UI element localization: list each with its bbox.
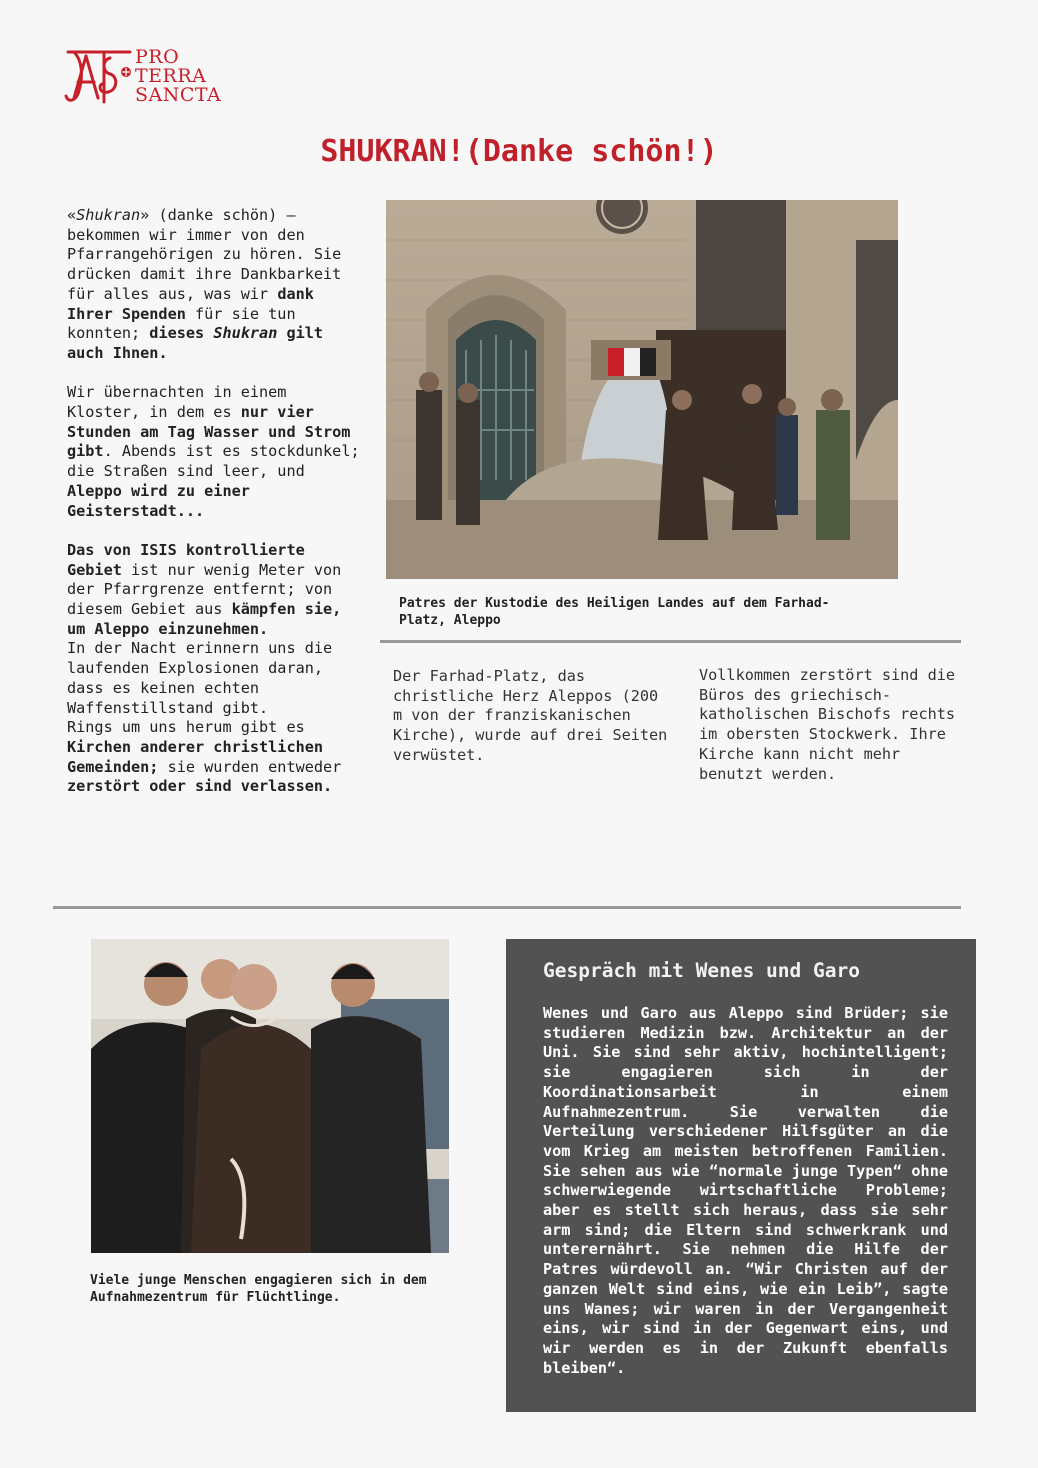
logo-wordmark <box>135 48 221 105</box>
paragraph-isis <box>67 541 367 640</box>
intro-end: . <box>158 343 168 362</box>
paragraph-night: In der Nacht erinnern uns die laufenden Explosionen daran, dass es keinen echten Waffenstillstand gibt. <box>67 639 333 717</box>
page-title: SHUKRAN!(Danke schön!) <box>320 134 718 169</box>
monastery-bold-1: nur vier Stunden am Tag Wasser und Strom gibt <box>67 403 351 461</box>
churches-bold-2: zerstört oder sind verlassen. <box>67 777 333 796</box>
shukran-word: Shukran <box>76 206 141 224</box>
intro-bold-dieses: dieses <box>149 324 205 343</box>
farhad-square-text: Der Farhad-Platz, das christliche Herz Aleppos (200 m von der franziskanischen Kirche), wurde auf drei Seiten verwüstet. <box>393 667 668 764</box>
intro-text-2: für sie tun konnten; <box>67 304 296 343</box>
churches-text-2: sie wurden entweder <box>158 757 342 776</box>
churches-bold-1: Kirchen anderer christlichen Gemeinden; <box>67 737 324 776</box>
monastery-bold-2: Aleppo wird zu einer Geisterstadt... <box>67 481 250 520</box>
quote-mark: « <box>67 206 77 224</box>
left-column <box>67 206 367 797</box>
bishop-offices-text: Vollkommen zerstört sind die Büros des griechisch-katholischen Bischofs rechts im obersten Stockwerk. Ihre Kirche kann nicht mehr benutzt werden. <box>699 666 956 783</box>
intro-bold-shukran: Shukran <box>213 324 278 343</box>
paragraph-intro <box>67 206 367 364</box>
isis-bold-1: Das von ISIS kontrollierte Gebiet <box>67 540 305 579</box>
intro-bold-gilt: gilt auch Ihnen <box>67 324 324 362</box>
interview-body: Wenes und Garo aus Aleppo sind Brüder; sie studieren Medizin bzw. Architektur an der Uni. Sie sind sehr aktiv, hochintelligent; sie engagieren sich in der Koordinationsarbeit in einem Aufnahmezentrum. Sie verwalten die Verteilung verschiedener Hilfsgüter an die vom Krieg am meisten betroffenen Familien. Sie sehen aus wie “normale junge Typen“ ohne schwerwiegende wirtschaftliche Probleme; aber es stellt sich heraus, dass sie sehr arm sind; die Eltern sind schwerkrank und unterernährt. Sie nehmen die Hilfe der Patres würdevoll an. “Wir Christen auf der ganzen Welt sind eins, wie ein Leib”, sagte uns Wanes; wir waren in der Vergangenheit eins, wir sind in der Gegenwart eins, und wir werden es in der Zukunft ebenfalls bleiben“. <box>543 1004 948 1377</box>
paragraph-churches <box>67 718 367 797</box>
monastery-text-1: Wir übernachten in einem Kloster, in dem es <box>67 383 287 422</box>
divider-middle <box>53 906 961 909</box>
divider-top <box>380 640 961 643</box>
tau-monogram-icon <box>64 46 136 108</box>
isis-bold-2: kämpfen sie, um Aleppo einzunehmen. <box>67 600 342 638</box>
photo-caption-young-people: Viele junge Menschen engagieren sich in dem Aufnahmezentrum für Flüchtlinge. <box>90 1273 427 1305</box>
isis-text-1: ist nur wenig Meter von der Pfarrgrenze entfernt; von diesem Gebiet aus <box>67 560 342 619</box>
paragraph-monastery <box>67 383 367 521</box>
logo-line-2: TERRA <box>135 65 207 87</box>
intro-bold-donations: dank Ihrer Spenden <box>67 284 314 323</box>
photo-young-people <box>91 939 449 1253</box>
churches-text-1: Rings um uns herum gibt es <box>67 718 305 737</box>
monastery-text-2: . Abends ist es stockdunkel; die Straßen sind leer, und <box>67 442 360 481</box>
photo-caption-farhad: Patres der Kustodie des Heiligen Landes auf dem Farhad-Platz, Aleppo <box>399 596 830 628</box>
interview-box <box>506 939 976 1412</box>
logo-line-3: SANCTA <box>135 84 222 106</box>
interview-title: Gespräch mit Wenes und Garo <box>543 959 860 982</box>
photo-farhad-square <box>386 200 898 579</box>
logo-line-1: PRO <box>135 46 180 68</box>
intro-text: » (danke schön) – bekommen wir immer von den Pfarrangehörigen zu hören. Sie drücken damit ihre Dankbarkeit für alles aus, was wir <box>67 206 342 303</box>
